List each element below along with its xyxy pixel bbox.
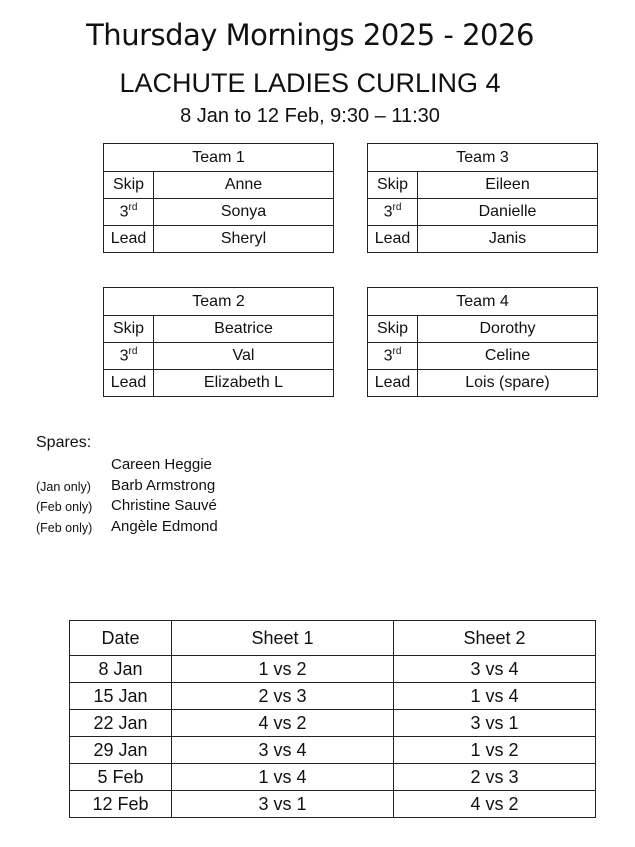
table-row xyxy=(104,226,334,253)
table-row xyxy=(104,343,334,370)
table-row xyxy=(104,199,334,226)
table-row xyxy=(368,316,598,343)
matchup: 2 vs 3 xyxy=(172,683,394,710)
position-label: Skip xyxy=(376,320,409,337)
player-name: Janis xyxy=(418,226,598,253)
position-label: Skip xyxy=(376,176,409,193)
matchup: 3 vs 4 xyxy=(394,656,596,683)
league-name: LACHUTE LADIES CURLING 4 xyxy=(119,68,501,98)
player-name: Anne xyxy=(154,172,334,199)
matchup: 1 vs 2 xyxy=(394,737,596,764)
matchup: 2 vs 3 xyxy=(394,764,596,791)
matchup: 1 vs 2 xyxy=(172,656,394,683)
position-label: 3 xyxy=(383,203,393,221)
spares-label: Spares: xyxy=(36,434,92,451)
position xyxy=(368,343,418,370)
spare-name: Careen Heggie xyxy=(111,456,212,473)
player-name: Celine xyxy=(418,343,598,370)
table-row xyxy=(70,683,596,710)
spare-name: Christine Sauvé xyxy=(111,497,217,514)
ordinal-suffix: rd xyxy=(392,202,402,214)
column-header: Date xyxy=(70,621,172,656)
table-row xyxy=(368,370,598,397)
position-label: 3 xyxy=(383,347,393,365)
team-table xyxy=(367,143,598,253)
matchup: 3 vs 1 xyxy=(394,710,596,737)
position xyxy=(368,172,418,199)
player-name: Elizabeth L xyxy=(154,370,334,397)
game-date: 15 Jan xyxy=(70,683,172,710)
player-name: Eileen xyxy=(418,172,598,199)
position xyxy=(104,370,154,397)
matchup: 4 vs 2 xyxy=(394,791,596,818)
position-label: 3 xyxy=(119,347,129,365)
matchup: 3 vs 1 xyxy=(172,791,394,818)
spare-availability: (Feb only) xyxy=(36,500,93,514)
team-table xyxy=(367,287,598,397)
position-label: Skip xyxy=(112,320,145,337)
team-name: Team 4 xyxy=(368,288,598,316)
column-header: Sheet 2 xyxy=(394,621,596,656)
position xyxy=(104,226,154,253)
team-name: Team 1 xyxy=(104,144,334,172)
player-name: Sonya xyxy=(154,199,334,226)
schedule-table xyxy=(69,620,596,818)
position xyxy=(368,316,418,343)
spare-name: Angèle Edmond xyxy=(111,517,218,535)
table-row xyxy=(70,710,596,737)
table-row xyxy=(104,316,334,343)
spare-name: Barb Armstrong xyxy=(111,476,216,494)
game-date: 8 Jan xyxy=(70,656,172,683)
table-row xyxy=(368,343,598,370)
team-table xyxy=(103,287,334,397)
position xyxy=(368,199,418,226)
position xyxy=(104,199,154,226)
ordinal-suffix: rd xyxy=(128,202,138,214)
position-label: Lead xyxy=(110,230,147,247)
position xyxy=(104,316,154,343)
team-table xyxy=(103,143,334,253)
player-name: Val xyxy=(154,343,334,370)
table-row xyxy=(104,370,334,397)
game-date: 12 Feb xyxy=(70,791,172,818)
team-name: Team 3 xyxy=(368,144,598,172)
position-label: Lead xyxy=(110,374,147,391)
game-date: 22 Jan xyxy=(70,710,172,737)
position-label: 3 xyxy=(119,203,129,221)
table-row xyxy=(368,226,598,253)
position-label: Skip xyxy=(112,176,145,193)
position xyxy=(368,226,418,253)
player-name: Beatrice xyxy=(154,316,334,343)
player-name: Sheryl xyxy=(154,226,334,253)
game-date: 5 Feb xyxy=(70,764,172,791)
player-name: Danielle xyxy=(418,199,598,226)
player-name: Dorothy xyxy=(418,316,598,343)
table-row xyxy=(368,199,598,226)
matchup: 1 vs 4 xyxy=(394,683,596,710)
table-row xyxy=(368,172,598,199)
column-header: Sheet 1 xyxy=(172,621,394,656)
position xyxy=(104,172,154,199)
spare-availability: (Jan only) xyxy=(36,479,91,494)
table-row xyxy=(70,656,596,683)
matchup: 4 vs 2 xyxy=(172,710,394,737)
position xyxy=(368,370,418,397)
ordinal-suffix: rd xyxy=(128,346,138,358)
table-header-row xyxy=(70,621,596,656)
position-label: Lead xyxy=(374,230,411,247)
position-label: Lead xyxy=(374,374,411,391)
matchup: 3 vs 4 xyxy=(172,737,394,764)
game-date: 29 Jan xyxy=(70,737,172,764)
position xyxy=(104,343,154,370)
table-row xyxy=(104,172,334,199)
matchup: 1 vs 4 xyxy=(172,764,394,791)
page-title: Thursday Mornings 2025 - 2026 xyxy=(86,18,534,52)
table-row xyxy=(70,737,596,764)
team-name: Team 2 xyxy=(104,288,334,316)
session-dates: 8 Jan to 12 Feb, 9:30 – 11:30 xyxy=(180,105,440,127)
table-row xyxy=(70,791,596,818)
player-name: Lois (spare) xyxy=(418,370,598,397)
table-row xyxy=(70,764,596,791)
ordinal-suffix: rd xyxy=(392,346,402,358)
spare-availability: (Feb only) xyxy=(36,520,93,535)
